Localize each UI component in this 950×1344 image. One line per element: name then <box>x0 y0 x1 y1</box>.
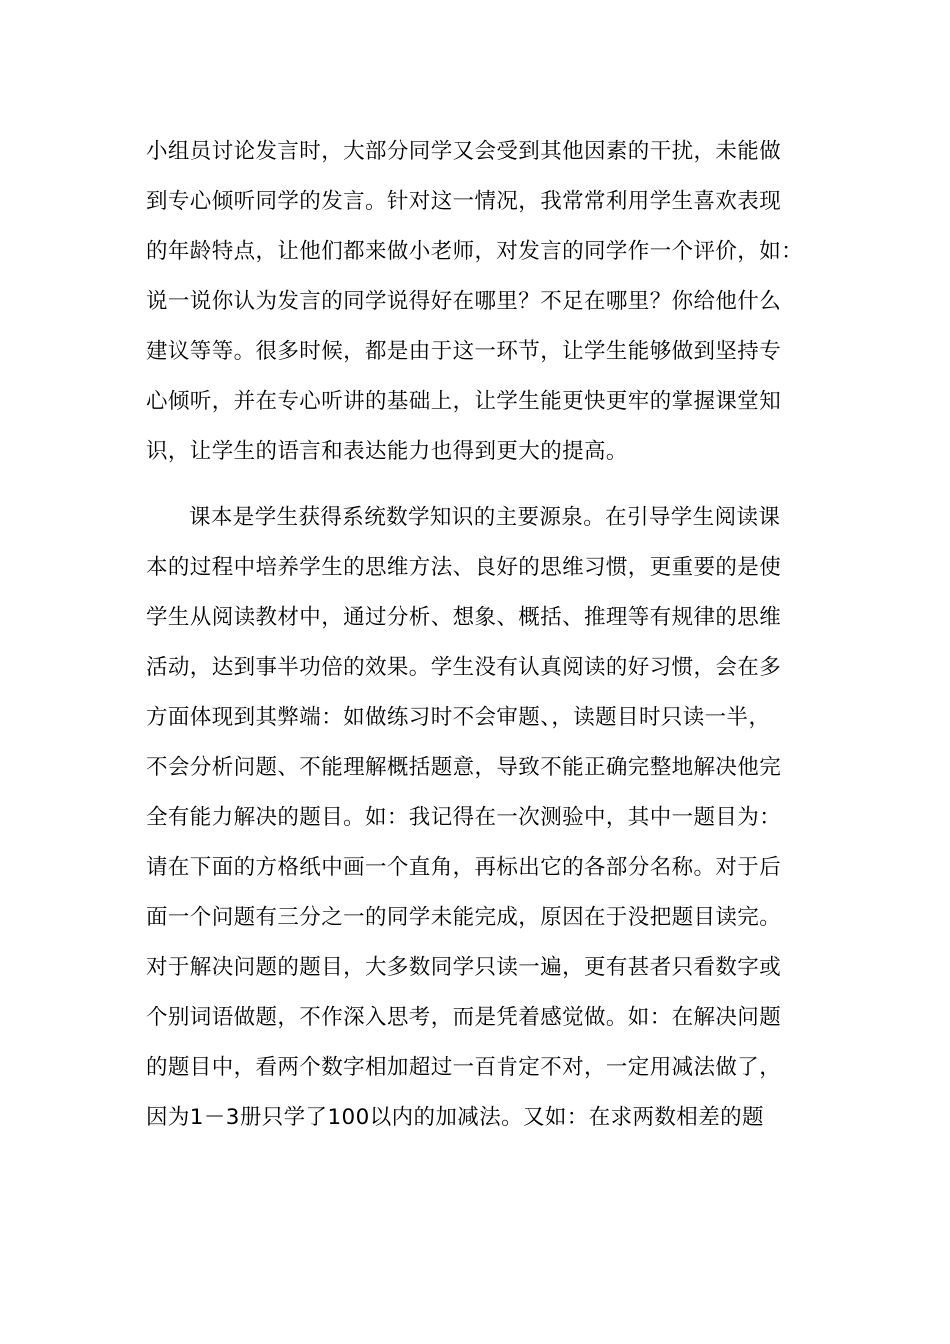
text-line: 个别词语做题，不作深入思考，而是凭着感觉做。如：在解决问题 <box>146 1005 782 1030</box>
text-line: 的年龄特点，让他们都来做小老师，对发言的同学作一个评价，如： <box>146 239 804 264</box>
text-line: 对于解决问题的题目，大多数同学只读一遍，更有甚者只看数字或 <box>146 955 782 980</box>
text-line: 本的过程中培养学生的思维方法、良好的思维习惯，更重要的是使 <box>146 555 782 580</box>
text-line: 说一说你认为发言的同学说得好在哪里？不足在哪里？你给他什么 <box>146 289 782 314</box>
paragraph-2 <box>146 493 810 1193</box>
text-line <box>146 1143 810 1193</box>
text-line: 心倾听，并在专心听讲的基础上，让学生能更快更牢的掌握课堂知 <box>146 389 782 414</box>
text-line: 不会分析问题、不能理解概括题意，导致不能正确完整地解决他完 <box>146 755 782 780</box>
text-line-first-indented: 课本是学生获得系统数学知识的主要源泉。在引导学生阅读课 <box>189 505 781 530</box>
text-line: 活动，达到事半功倍的效果。学生没有认真阅读的好习惯，会在多 <box>146 655 782 680</box>
text-line: 识，让学生的语言和表达能力也得到更大的提高。 <box>146 439 628 464</box>
paragraph-1 <box>146 127 810 477</box>
text-line: 小组员讨论发言时，大部分同学又会受到其他因素的干扰，未能做 <box>146 139 782 164</box>
text-line: 全有能力解决的题目。如：我记得在一次测验中，其中一题目为： <box>146 805 782 830</box>
text-line: 的题目中，看两个数字相加超过一百肯定不对，一定用减法做了， <box>146 1055 782 1080</box>
text-line: 到专心倾听同学的发言。针对这一情况，我常常利用学生喜欢表现 <box>146 189 782 214</box>
text-line: 因为1－3册只学了100以内的加减法。又如：在求两数相差的题 <box>146 1105 764 1130</box>
text-line: 方面体现到其弊端：如做练习时不会审题、，读题目时只读一半， <box>146 705 771 730</box>
text-line: 面一个问题有三分之一的同学未能完成，原因在于没把题目读完。 <box>146 905 782 930</box>
text-line: 建议等等。很多时候，都是由于这一环节，让学生能够做到坚持专 <box>146 339 782 364</box>
text-line: 请在下面的方格纸中画一个直角，再标出它的各部分名称。对于后 <box>146 855 782 880</box>
text-line: 学生从阅读教材中，通过分析、想象、概括、推理等有规律的思维 <box>146 605 782 630</box>
